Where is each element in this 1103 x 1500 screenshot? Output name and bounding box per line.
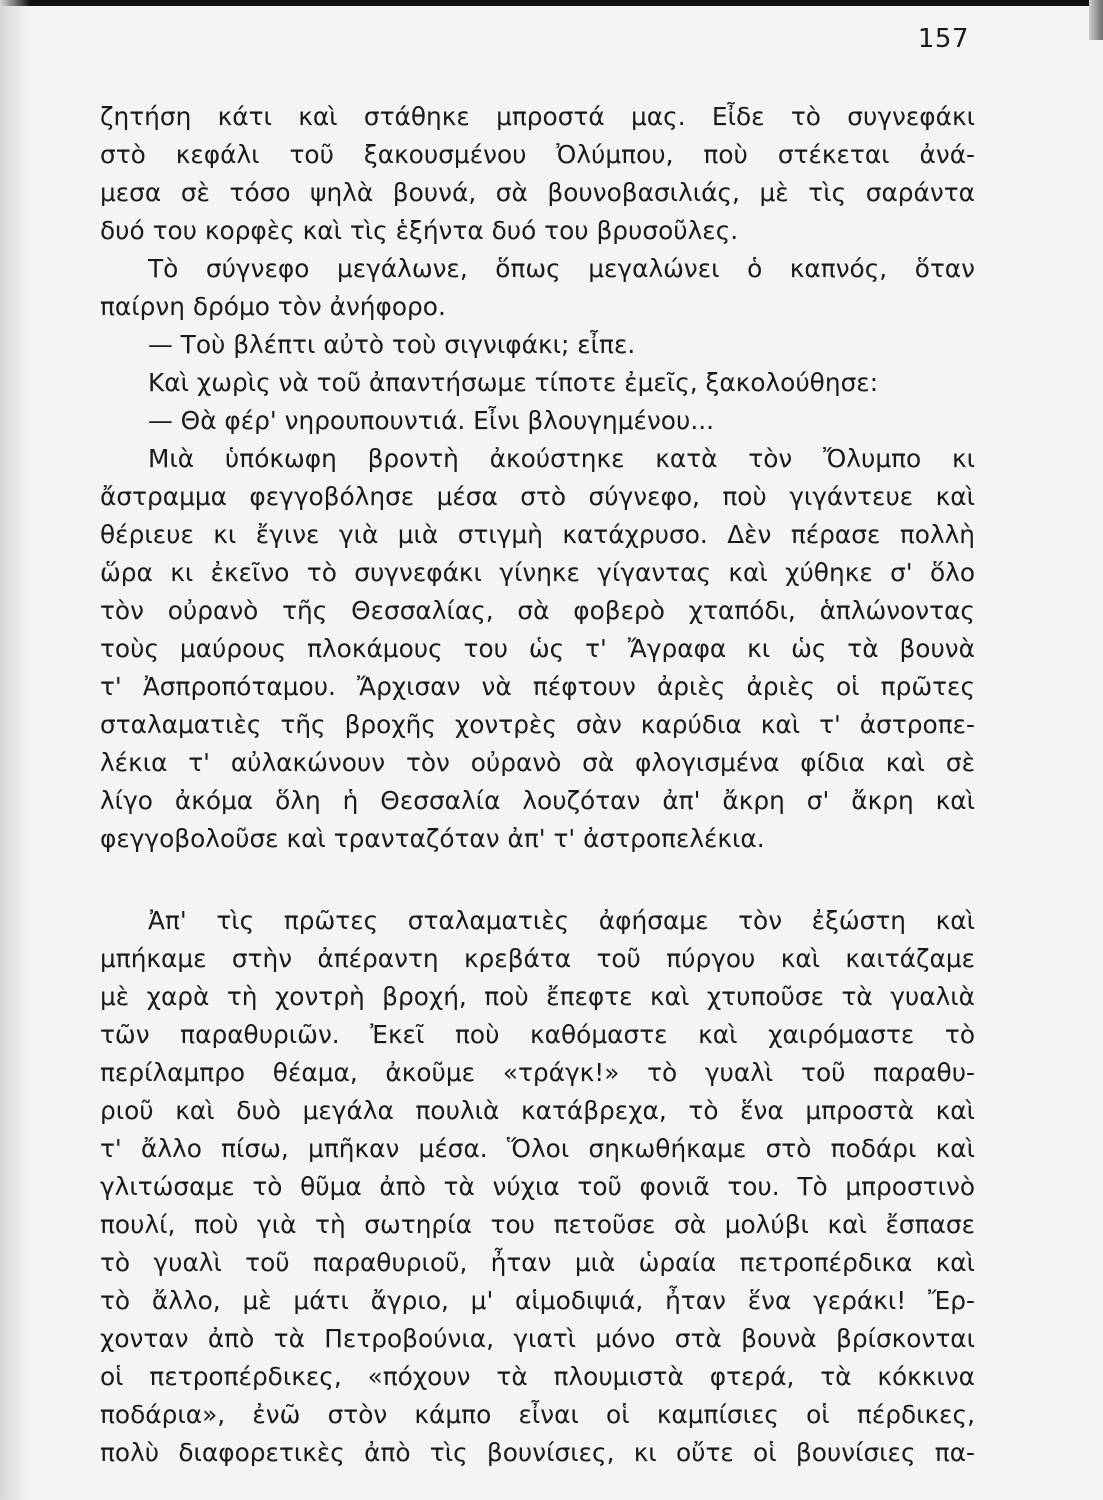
- text-line: ἄστραμμα φεγγοβόλησε μέσα στὸ σύγνεφο, ποὺ γιγάντευε καὶ: [100, 482, 975, 511]
- text-line: μεσα σὲ τόσο ψηλὰ βουνά, σὰ βουνοβασιλιάς, μὲ τὶς σαράντα: [100, 178, 975, 207]
- text-line: ποδάρια», ἐνῶ στὸν κάμπο εἶναι οἱ καμπίσιες οἱ πέρδικες,: [100, 1400, 975, 1429]
- dialogue-line: [100, 326, 975, 364]
- text-line: δυό του κορφὲς καὶ τὶς ἑξήντα δυό του βρυσοῦλες.: [100, 216, 739, 245]
- text-line: τ' Ἀσπροπόταμου. Ἄρχισαν νὰ πέφτουν ἀριὲς ἀριὲς οἱ πρῶτες: [100, 672, 975, 701]
- dialogue-line: [100, 402, 975, 440]
- paragraph: [100, 250, 975, 326]
- body-text: [100, 98, 975, 1472]
- text-line: λίγο ἀκόμα ὅλη ἡ Θεσσαλία λουζόταν ἀπ' ἄκρη σ' ἄκρη καὶ: [100, 786, 975, 815]
- text-line: τὸ ἄλλο, μὲ μάτι ἄγριο, μ' αἱμοδιψιά, ἦταν ἕνα γεράκι! Ἔρ-: [100, 1286, 975, 1315]
- text-line: τ' ἄλλο πίσω, μπῆκαν μέσα. Ὅλοι σηκωθήκαμε στὸ ποδάρι καὶ: [100, 1134, 975, 1163]
- text-line: ριοῦ καὶ δυὸ μεγάλα πουλιὰ κατάβρεχα, τὸ ἕνα μπροστὰ καὶ: [100, 1096, 975, 1125]
- text-line: τὸ γυαλὶ τοῦ παραθυριοῦ, ἦταν μιὰ ὡραία πετροπέρδικα καὶ: [100, 1248, 975, 1277]
- text-line: — Θὰ φέρ' νηρουπουντιά. Εἶνι βλουγημένου...: [148, 406, 714, 435]
- text-line: Ἀπ' τὶς πρῶτες σταλαματιὲς ἀφήσαμε τὸν ἐξώστη καὶ: [148, 906, 975, 935]
- text-line: χονταν ἀπὸ τὰ Πετροβούνια, γιατὶ μόνο στὰ βουνὰ βρίσκονται: [100, 1324, 975, 1353]
- text-line: θέριευε κι ἔγινε γιὰ μιὰ στιγμὴ κατάχρυσο. Δὲν πέρασε πολλὴ: [100, 520, 975, 549]
- page-gutter-shadow: [0, 0, 30, 1500]
- text-line: πολὺ διαφορετικὲς ἀπὸ τὶς βουνίσιες, κι οὔτε οἱ βουνίσιες πα-: [100, 1438, 975, 1467]
- text-line: πουλί, ποὺ γιὰ τὴ σωτηρία του πετοῦσε σὰ μολύβι καὶ ἔσπασε: [100, 1210, 975, 1239]
- text-line: μπήκαμε στὴν ἀπέραντη κρεβάτα τοῦ πύργου καὶ καιτάζαμε: [100, 944, 975, 973]
- paragraph: [100, 98, 975, 250]
- text-line: λέκια τ' αὐλακώνουν τὸν οὐρανὸ σὰ φλογισμένα φίδια καὶ σὲ: [100, 748, 975, 777]
- text-line: τοὺς μαύρους πλοκάμους του ὡς τ' Ἄγραφα κι ὡς τὰ βουνὰ: [100, 634, 975, 663]
- text-line: τῶν παραθυριῶν. Ἐκεῖ ποὺ καθόμαστε καὶ χαιρόμαστε τὸ: [100, 1020, 975, 1049]
- paragraph: [100, 364, 975, 402]
- text-line: σταλαματιὲς τῆς βροχῆς χοντρὲς σὰν καρύδια καὶ τ' ἀστροπε-: [100, 710, 975, 739]
- text-line: φεγγοβολοῦσε καὶ τρανταζόταν ἀπ' τ' ἀστροπελέκια.: [100, 824, 765, 853]
- text-line: Τὸ σύγνεφο μεγάλωνε, ὅπως μεγαλώνει ὁ καπνός, ὅταν: [148, 254, 975, 283]
- text-line: Καὶ χωρὶς νὰ τοῦ ἀπαντήσωμε τίποτε ἐμεῖς, ξακολούθησε:: [148, 368, 879, 397]
- paragraph: [100, 440, 975, 858]
- text-line: οἱ πετροπέρδικες, «πόχουν τὰ πλουμιστὰ φτερά, τὰ κόκκινα: [100, 1362, 975, 1391]
- text-line: — Τοὺ βλέπτι αὐτὸ τοὺ σιγνιφάκι; εἶπε.: [148, 330, 636, 359]
- text-line: τὸν οὐρανὸ τῆς Θεσσαλίας, σὰ φοβερὸ χταπόδι, ἁπλώνοντας: [100, 596, 975, 625]
- text-line: μὲ χαρὰ τὴ χοντρὴ βροχή, ποὺ ἔπεφτε καὶ χτυποῦσε τὰ γυαλιὰ: [100, 982, 975, 1011]
- page-number: 157: [917, 24, 969, 54]
- text-line: Μιὰ ὑπόκωφη βροντὴ ἀκούστηκε κατὰ τὸν Ὄλυμπο κι: [148, 444, 975, 473]
- text-line: γλιτώσαμε τὸ θῦμα ἀπὸ τὰ νύχια τοῦ φονιᾶ του. Τὸ μπροστινὸ: [100, 1172, 975, 1201]
- section-break: [100, 858, 975, 902]
- text-line: περίλαμπρο θέαμα, ἀκοῦμε «τράγκ!» τὸ γυαλὶ τοῦ παραθυ-: [100, 1058, 975, 1087]
- binding-edge-shadow: [1089, 0, 1103, 40]
- text-line: στὸ κεφάλι τοῦ ξακουσμένου Ὀλύμπου, ποὺ στέκεται ἀνά-: [100, 140, 975, 169]
- text-line: ὥρα κι ἐκεῖνο τὸ συγνεφάκι γίνηκε γίγαντας καὶ χύθηκε σ' ὅλο: [100, 558, 975, 587]
- paragraph: [100, 902, 975, 1472]
- text-line: παίρνη δρόμο τὸν ἀνήφορο.: [100, 292, 446, 321]
- page-top-edge: [0, 0, 1103, 6]
- text-line: ζητήση κάτι καὶ στάθηκε μπροστά μας. Εἶδε τὸ συγνεφάκι: [100, 102, 975, 131]
